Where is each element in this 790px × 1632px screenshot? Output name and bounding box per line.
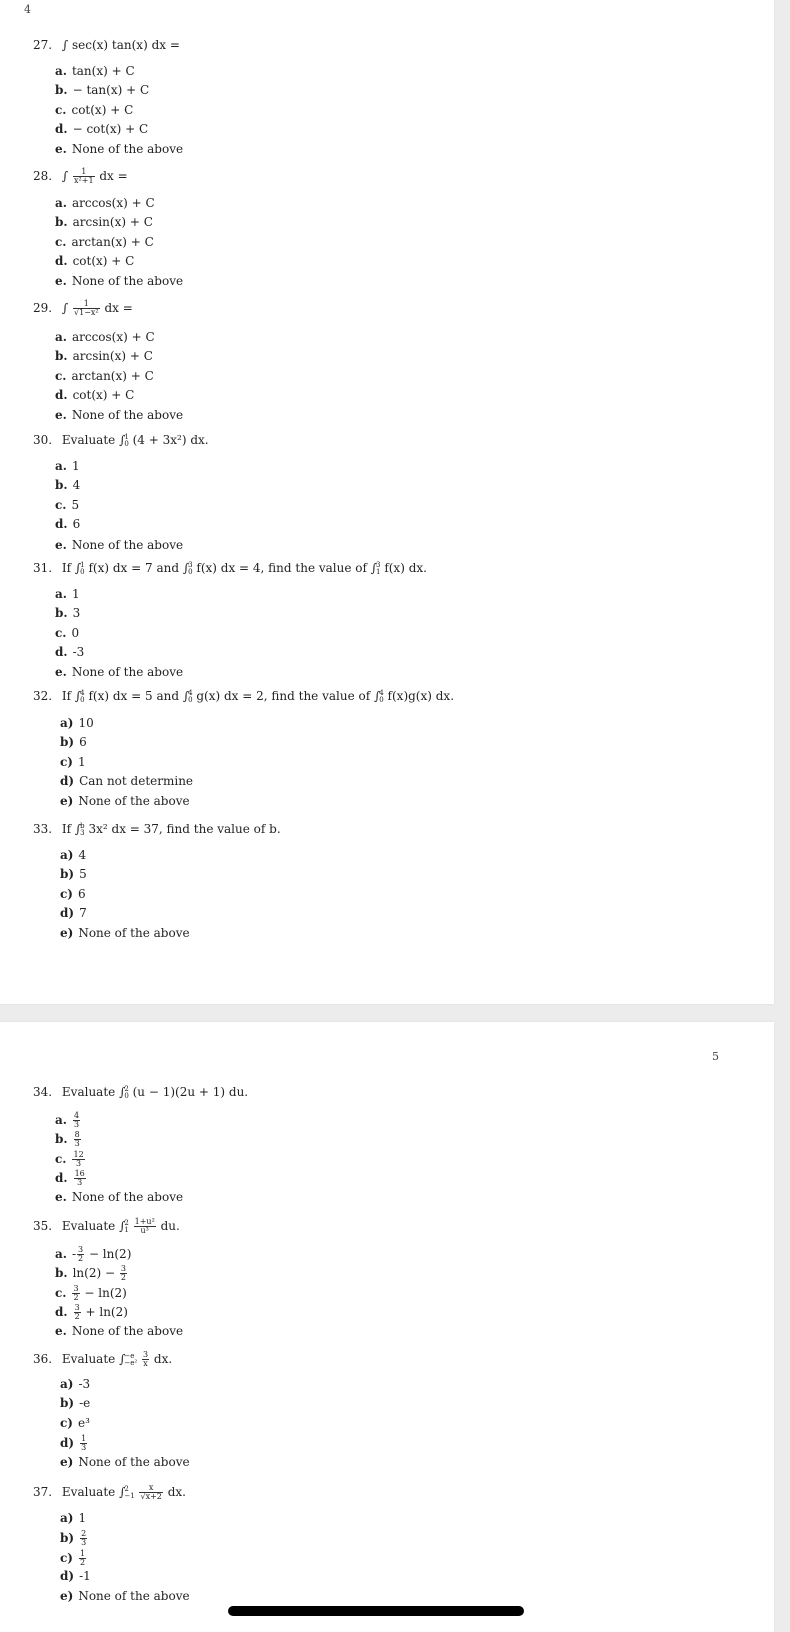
option-a[interactable]: a. arccos(x) + C xyxy=(55,196,155,210)
question-32: 32. If ∫ 4 0 f(x) dx = 5 and ∫ 4 0 g(x) dx = 2, find the value of ∫ 4 0 f(x)g(x) dx. xyxy=(33,688,455,704)
option-e[interactable]: e) None of the above xyxy=(60,926,190,940)
option-a[interactable]: a. $\frac{4}{3}$ xyxy=(55,1111,80,1129)
option-c[interactable]: c. arctan(x) + C xyxy=(55,235,154,249)
question-27 xyxy=(33,38,180,52)
option-c[interactable]: c. 0 xyxy=(55,626,80,640)
fraction: $\frac{x}{√x+2}$ xyxy=(140,1483,162,1501)
option-b[interactable]: b) -e xyxy=(60,1396,91,1410)
option-a[interactable]: a) 1 xyxy=(60,1511,87,1525)
option-a[interactable]: a. 1 xyxy=(55,459,80,473)
question-36: 36. Evaluate ∫ −e −e² $\frac{3}{x}$ dx. xyxy=(33,1350,173,1368)
option-e[interactable]: e. None of the above xyxy=(55,408,184,422)
option-c[interactable]: c) 6 xyxy=(60,887,86,901)
question-37: 37. Evaluate ∫ 2 −1 $\frac{x}{√x+2}$ dx. xyxy=(33,1483,186,1501)
option-c[interactable]: c. $\frac{3}{2}$ − ln(2) xyxy=(55,1284,127,1302)
question-33: 33. If ∫ b 3 3x² dx = 37, find the value of b. xyxy=(33,821,281,837)
option-a[interactable]: a. - $\frac{3}{2}$ − ln(2) xyxy=(55,1245,132,1263)
option-b[interactable]: b. 4 xyxy=(55,478,81,492)
option-e[interactable]: e. None of the above xyxy=(55,274,184,288)
question-number: 28. xyxy=(33,169,53,183)
exam-page-5 xyxy=(0,1022,774,1632)
question-29: 29. ∫ $\frac{1}{\text{√1−x²}}$ dx = xyxy=(33,299,133,317)
question-34: 34. Evaluate ∫ 2 0 (u − 1)(2u + 1) du. xyxy=(33,1084,249,1100)
option-c[interactable]: c. 5 xyxy=(55,498,80,512)
question-35: 35. Evaluate ∫ 2 1 $\frac{\text{1+u²}}{\text{u³}}$ du. xyxy=(33,1217,180,1235)
fraction: $\frac{1}{\text{√1−x²}}$ xyxy=(74,299,99,317)
option-d[interactable]: d. $\frac{16}{3}$ xyxy=(55,1169,85,1187)
option-d[interactable]: d. -3 xyxy=(55,645,85,659)
option-a[interactable]: a. tan(x) + C xyxy=(55,64,135,78)
question-30: 30. Evaluate ∫ 1 0 (4 + 3x²) dx. xyxy=(33,432,209,448)
option-c[interactable]: c) e³ xyxy=(60,1416,90,1430)
option-c[interactable]: c) $\frac{1}{2}$ xyxy=(60,1549,86,1567)
fraction: $\frac{3}{x}$ xyxy=(142,1350,149,1368)
question-number: 31. xyxy=(33,561,53,575)
question-number: 27. xyxy=(33,38,53,52)
option-a[interactable]: a. arccos(x) + C xyxy=(55,330,155,344)
option-e[interactable]: e) None of the above xyxy=(60,1589,190,1603)
question-number: 35. xyxy=(33,1219,53,1233)
option-c[interactable]: c. $\frac{12}{3}$ xyxy=(55,1150,84,1168)
question-number: 32. xyxy=(33,689,53,703)
fraction: $\frac{\text{1+u²}}{\text{u³}}$ xyxy=(134,1217,155,1235)
fraction: $\frac{1}{\text{x²+1}}$ xyxy=(74,167,94,185)
option-d[interactable]: d. − cot(x) + C xyxy=(55,122,149,136)
question-number: 33. xyxy=(33,822,53,836)
option-a[interactable]: a) 10 xyxy=(60,716,94,730)
option-b[interactable]: b) $\frac{2}{3}$ xyxy=(60,1529,87,1547)
option-a[interactable]: a) 4 xyxy=(60,848,87,862)
option-d[interactable]: d. $\frac{3}{2}$ + ln(2) xyxy=(55,1303,128,1321)
option-c[interactable]: c) 1 xyxy=(60,755,86,769)
option-d[interactable]: d. cot(x) + C xyxy=(55,254,135,268)
option-c[interactable]: c. arctan(x) + C xyxy=(55,369,154,383)
option-d[interactable]: d) 7 xyxy=(60,906,87,920)
option-e[interactable]: e. None of the above xyxy=(55,142,184,156)
option-d[interactable]: d) $\frac{1}{3}$ xyxy=(60,1434,87,1452)
option-a[interactable]: a) -3 xyxy=(60,1377,91,1391)
page-number: 5 xyxy=(712,1050,719,1063)
option-b[interactable]: b. 3 xyxy=(55,606,81,620)
option-b[interactable]: b. − tan(x) + C xyxy=(55,83,150,97)
question-number: 34. xyxy=(33,1085,53,1099)
question-28: 28. ∫ $\frac{1}{\text{x²+1}}$ dx = xyxy=(33,167,128,185)
option-c[interactable]: c. cot(x) + C xyxy=(55,103,134,117)
option-b[interactable]: b. arcsin(x) + C xyxy=(55,349,153,363)
option-d[interactable]: d) -1 xyxy=(60,1569,91,1583)
option-b[interactable]: b. $\frac{8}{3}$ xyxy=(55,1130,80,1148)
home-indicator[interactable] xyxy=(228,1606,524,1616)
option-d[interactable]: d. 6 xyxy=(55,517,81,531)
option-e[interactable]: e. None of the above xyxy=(55,1190,184,1204)
question-stem: ∫ sec(x) tan(x) dx = xyxy=(61,38,180,52)
question-number: 36. xyxy=(33,1352,53,1366)
option-e[interactable]: e. None of the above xyxy=(55,665,184,679)
integral-limits: 1 0 xyxy=(124,432,129,448)
page-number: 4 xyxy=(24,3,31,16)
option-e[interactable]: e. None of the above xyxy=(55,1324,184,1338)
option-a[interactable]: a. 1 xyxy=(55,587,80,601)
question-number: 37. xyxy=(33,1485,53,1499)
option-b[interactable]: b) 6 xyxy=(60,735,87,749)
option-e[interactable]: e) None of the above xyxy=(60,794,190,808)
option-d[interactable]: d) Can not determine xyxy=(60,774,194,788)
option-b[interactable]: b. ln(2) − $\frac{3}{2}$ xyxy=(55,1264,126,1282)
option-b[interactable]: b) 5 xyxy=(60,867,87,881)
question-31: 31. If ∫ 1 0 f(x) dx = 7 and ∫ 3 0 f(x) dx = 4, find the value of ∫ 3 1 f(x) dx. xyxy=(33,560,427,576)
option-b[interactable]: b. arcsin(x) + C xyxy=(55,215,153,229)
question-number: 30. xyxy=(33,433,53,447)
option-d[interactable]: d. cot(x) + C xyxy=(55,388,135,402)
option-e[interactable]: e. None of the above xyxy=(55,538,184,552)
question-number: 29. xyxy=(33,301,53,315)
option-e[interactable]: e) None of the above xyxy=(60,1455,190,1469)
